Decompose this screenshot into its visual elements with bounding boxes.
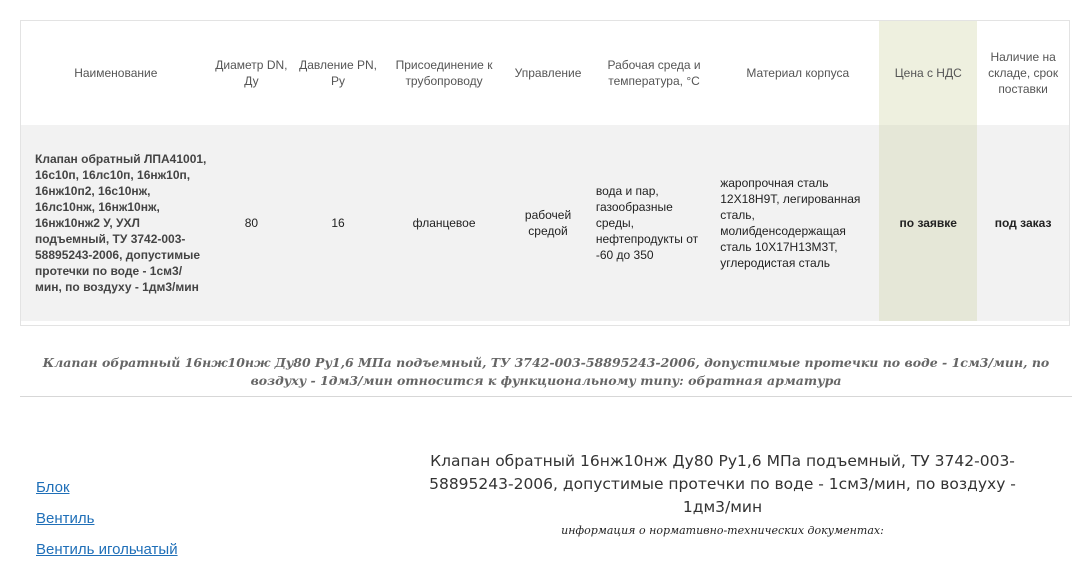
header-price: Цена с НДС: [879, 21, 977, 125]
sidebar-link-ventil[interactable]: Вентиль: [36, 510, 95, 527]
header-stock: Наличие на складе, срок поставки: [988, 50, 1059, 96]
table-row: [21, 125, 1069, 321]
doc-info-heading: информация о нормативно-технических документах:: [561, 524, 884, 537]
table-header-row: [21, 21, 1069, 125]
cell-stock: под заказ: [977, 125, 1069, 321]
sidebar-link-ventil-igolchatyi[interactable]: Вентиль игольчатый: [36, 541, 178, 558]
cell-name: Клапан обратный ЛПА41001, 16с10п, 16лс10п, 16нж10п, 16нж10п2, 16с10нж, 16лс10нж, 16нж10нж, 16нж10нж2 У, УХЛ подъемный, ТУ 3742-003-58895243-2006, допустимые протечки по воде - 1см3/мин, по воздуху - 1дм3/мин: [21, 125, 211, 321]
cell-diameter: 80: [211, 125, 293, 321]
product-spec-table: [20, 20, 1070, 326]
cell-price: по заявке: [879, 125, 977, 321]
sidebar-link-blok[interactable]: Блок: [36, 479, 70, 496]
cell-pressure: 16: [292, 125, 384, 321]
page-title: Клапан обратный 16нж10нж Ду80 Ру1,6 МПа подъемный, ТУ 3742-003-58895243-2006, допустимые протечки по воде - 1см3/мин, по воздуху - 1дм3/мин: [429, 452, 1016, 516]
cell-medium: вода и пар, газообразные среды, нефтепродукты от -60 до 350: [592, 125, 716, 321]
header-pressure: Давление PN, Ру: [299, 58, 377, 88]
header-medium: Рабочая среда и температура, °С: [607, 58, 701, 88]
header-name: Наименование: [74, 66, 158, 80]
cell-control: рабочей средой: [504, 125, 592, 321]
divider: [20, 396, 1072, 397]
functional-type-caption: Клапан обратный 16нж10нж Ду80 Ру1,6 МПа подъемный, ТУ 3742-003-58895243-2006, допустимые протечки по воде - 1см3/мин, по воздуху - 1дм3/мин относится к функциональному типу: обратная арматура: [42, 355, 1050, 388]
header-control: Управление: [514, 66, 582, 80]
header-connection: Присоединение к трубопроводу: [395, 58, 493, 88]
spec-table: [21, 21, 1069, 321]
sidebar-nav: [36, 472, 178, 565]
header-material: Материал корпуса: [746, 66, 850, 80]
cell-material: жаропрочная сталь 12Х18Н9Т, легированная сталь, молибденсодержащая сталь 10Х17Н13М3Т, углеродистая сталь: [716, 125, 879, 321]
cell-connection: фланцевое: [384, 125, 504, 321]
header-diameter: Диаметр DN, Ду: [215, 58, 288, 88]
